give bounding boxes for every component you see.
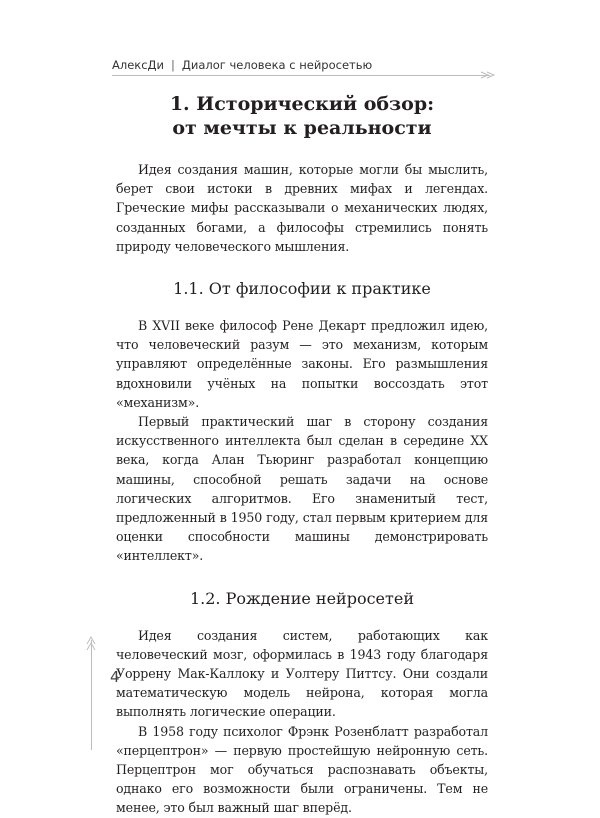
side-rule [91,640,92,750]
section-title: 1.1. От философии к практике [173,279,431,299]
page-number: 4 [110,668,120,686]
chapter-intro-paragraph: Идея создания машин, которые могли бы мыслить, берет свои истоки в древних мифах и легендах. Греческие мифы рассказывали о механических людях, созданных богами, а философы стремились понять природу человеческого мышления. [116,162,488,254]
section-paragraph: В 1958 году психолог Фрэнк Розенблатт разработал «перцептрон» — первую простейшую нейронную сеть. Перцептрон мог обучаться распознавать объекты, однако его возможности были ограничены. Тем не менее, это был важный шаг вперёд. [116,723,488,816]
header-author: АлексДи [112,58,165,72]
header-separator: | [171,58,175,72]
chapter-title-line1: 1. Исторический обзор: [169,93,435,115]
header-book-title: Диалог человека с нейросетью [181,58,373,72]
arrow-right-icon [480,68,496,82]
chapter-title-line2: от мечты к реальности [172,117,432,139]
section-paragraph: Первый практический шаг в сторону создания искусственного интеллекта был сделан в середине XX века, когда Алан Тьюринг разработал концепцию машины, способной решать задачи на основе логических алгоритмов. Его знаменитый тест, предложенный в 1950 году, стал первым критерием для оценки способности машины демонстрировать «интеллект». [116,414,488,564]
header-rule [112,75,490,76]
section-paragraph: Идея создания систем, работающих как человеческий мозг, оформилась в 1943 году благодаря Уоррену Мак-Каллоку и Уолтеру Питтсу. Они создали математическую модель нейрона, которая могла выполнять логические операции. [116,627,488,720]
chapter-title [116,92,488,140]
page-content [116,92,488,818]
section-title: 1.2. Рождение нейросетей [189,588,415,608]
section-paragraph: В XVII веке философ Рене Декарт предложил идею, что человеческий разум — это механизм, которым управляют определённые законы. Его размышления вдохновили учёных на попытки воссоздать этот «механизм». [116,318,488,410]
running-header [112,58,372,72]
